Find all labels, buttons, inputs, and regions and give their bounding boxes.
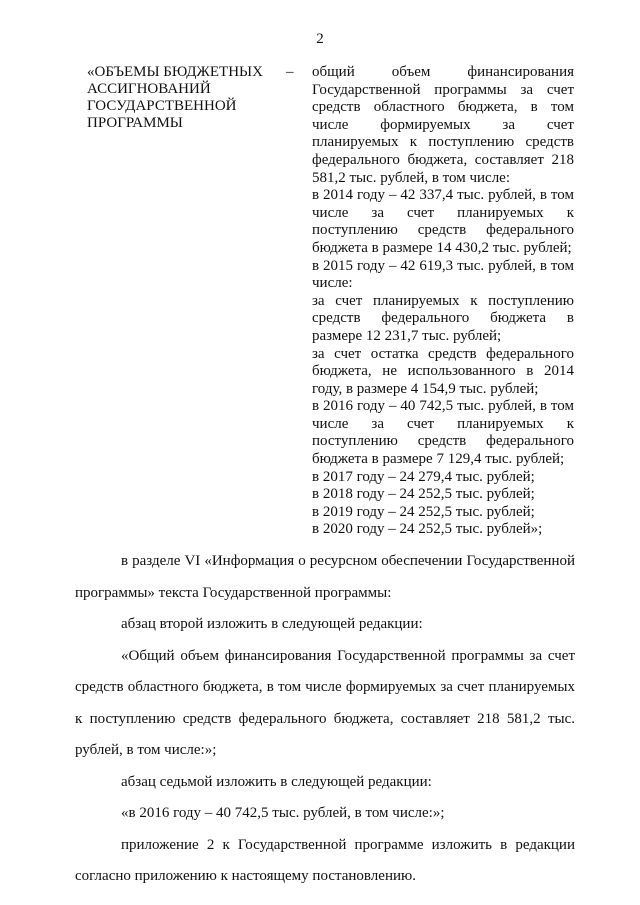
paragraph-section-vi: в разделе VI «Информация о ресурсном обеспечении Государственной программы» текста Государственной программы:: [75, 553, 575, 601]
funding-2015-remainder: за счет остатка средств федерального бюджета, не использованного в 2014 году, в размере 4 154,9 тыс. рублей;: [312, 345, 574, 397]
funding-2017: в 2017 году – 24 279,4 тыс. рублей;: [312, 468, 535, 485]
page-number: 2: [316, 31, 324, 47]
passport-field-value: [312, 64, 574, 539]
paragraph-seventh-abzac: абзац седьмой изложить в следующей редакции:: [121, 773, 432, 790]
passport-field-label: «ОБЪЕМЫ БЮДЖЕТНЫХ АССИГНОВАНИЙ ГОСУДАРСТВЕННОЙ ПРОГРАММЫ: [87, 64, 263, 131]
funding-2014: в 2014 году – 42 337,4 тыс. рублей, в том числе за счет планируемых к поступлению средств федерального бюджета в размере 14 430,2 тыс. рублей;: [312, 187, 574, 256]
funding-2016: в 2016 году – 40 742,5 тыс. рублей, в том числе за счет планируемых к поступлению средств федерального бюджета в размере 7 129,4 тыс. рублей;: [312, 398, 574, 468]
paragraph-total-quote: «Общий объем финансирования Государственной программы за счет средств областного бюджета, в том числе формируемых за счет планируемых к поступлению средств федерального бюджета, составляет 218 581,2 тыс. рублей, в том числе:»;: [75, 647, 575, 758]
body-text: [75, 546, 575, 893]
funding-total: общий объем финансирования Государственной программы за счет средств областного бюджета, в том числе формируемых за счет планируемых к поступлению средств федерального бюджета, составляет 218 581,2 тыс. рублей, в том числе:: [312, 64, 574, 186]
field-separator-dash: –: [286, 64, 294, 80]
funding-2020: в 2020 году – 24 252,5 тыс. рублей»;: [312, 521, 543, 538]
funding-2019: в 2019 году – 24 252,5 тыс. рублей;: [312, 503, 535, 520]
funding-2015-federal: за счет планируемых к поступлению средств федерального бюджета в размере 12 231,7 тыс. рублей;: [312, 292, 574, 344]
funding-2015: в 2015 году – 42 619,3 тыс. рублей, в том числе:: [312, 257, 574, 292]
paragraph-2016-quote: «в 2016 году – 40 742,5 тыс. рублей, в том числе:»;: [121, 805, 445, 821]
funding-2018: в 2018 году – 24 252,5 тыс. рублей;: [312, 486, 535, 503]
paragraph-appendix: приложение 2 к Государственной программе изложить в редакции согласно приложению к настоящему постановлению.: [75, 836, 575, 884]
paragraph-second-abzac: абзац второй изложить в следующей редакции:: [121, 616, 423, 632]
